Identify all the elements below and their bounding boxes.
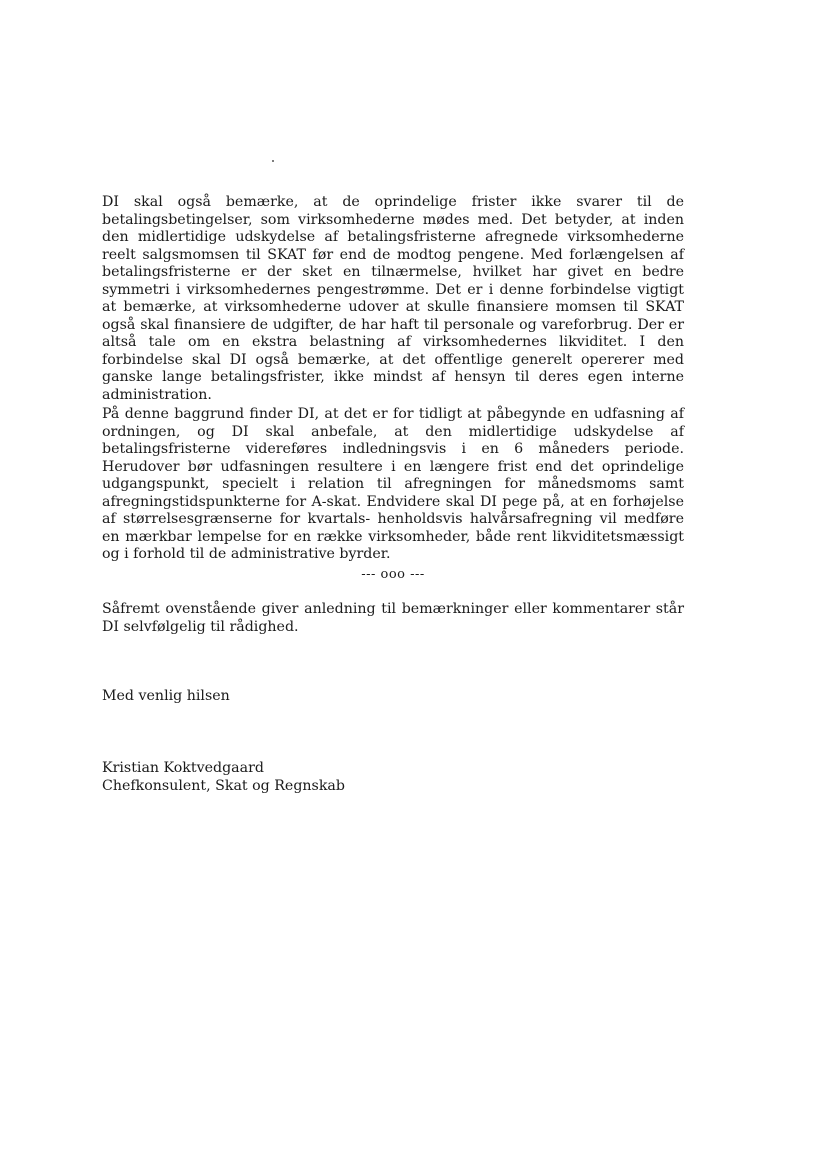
signatory-title: Chefkonsulent, Skat og Regnskab <box>102 777 345 794</box>
body-paragraph-2: På denne baggrund finder DI, at det er for tidligt at påbegynde en udfasning af ordningen, og DI skal anbefale, at den midlertidige udskydelse af betalingsfristerne videreføres indledningsvis i en 6 måneders periode. Herudover bør udfasningen resultere i en længere frist end det oprindelige udgangspunkt, specielt i relation til afregningen for månedsmoms samt afregningstidspunkterne for A-skat. Endvidere skal DI pege på, at en forhøjelse af størrelsesgrænserne for kvartals- henholdsvis halvårsafregning vil medføre en mærkbar lempelse for en række virksomheder, både rent likviditetsmæssigt og i forhold til de administrative byrder. <box>102 406 684 562</box>
signatory-name: Kristian Koktvedgaard <box>102 760 264 776</box>
body-paragraph-1: DI skal også bemærke, at de oprindelige frister ikke svarer til de betalingsbetingelser, som virksomhederne mødes med. Det betyder, at inden den midlertidige udskydelse af betalingsfristerne afregnede virksomhederne reelt salgsmomsen til SKAT før end de modtog pengene. Med forlængelsen af betalingsfristerne er der sket en tilnærmelse, hvilket har givet en bedre symmetri i virksomhedernes pengestrømme. Det er i denne forbindelse vigtigt at bemærke, at virksomhederne udover at skulle finansiere momsen til SKAT også skal finansiere de udgifter, de har haft til personale og vareforbrug. Der er altså tale om en ekstra belastning af virksomhedernes likviditet. I den forbindelse skal DI også bemærke, at det offentlige generelt opererer med ganske lange betalingsfrister, ikke mindst af hensyn til deres egen interne administration. <box>102 194 684 403</box>
body-paragraph-3: Såfremt ovenstående giver anledning til bemærkninger eller kommentarer står DI selvfølgelig til rådighed. <box>102 601 684 635</box>
scan-speck <box>272 160 274 162</box>
section-separator <box>0 567 826 582</box>
closing-salutation: Med venlig hilsen <box>102 688 230 704</box>
separator-text: --- ooo --- <box>361 567 425 582</box>
signature-block <box>102 760 345 795</box>
